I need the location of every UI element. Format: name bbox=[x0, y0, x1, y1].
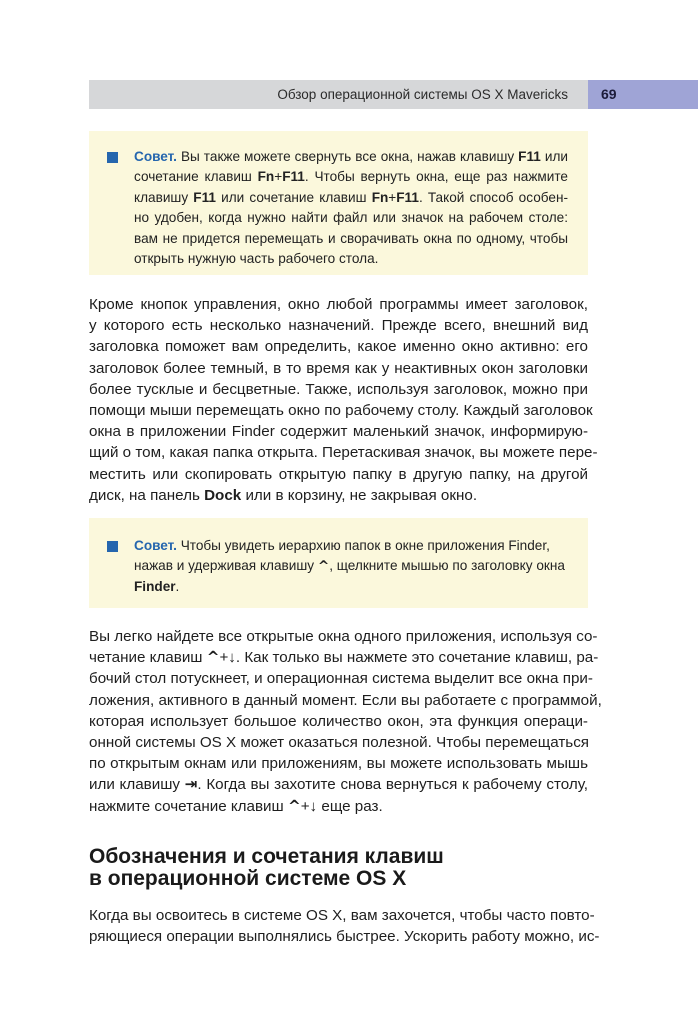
tip-line: Совет. Чтобы увидеть иерархию папок в окне приложения Finder, bbox=[134, 538, 550, 553]
text-line: ряющиеся операции выполнялись быстрее. Ускорить работу можно, ис- bbox=[89, 928, 600, 946]
section-heading-line: в операционной системе OS X bbox=[89, 867, 407, 890]
text-line: окна в приложении Finder содержит маленький значок, информирую- bbox=[89, 423, 588, 441]
tip-line: Совет. Вы также можете свернуть все окна, нажав клавишу F11 или bbox=[134, 149, 568, 164]
tip-line: Finder. bbox=[134, 578, 180, 594]
section-heading-line: Обозначения и сочетания клавиш bbox=[89, 845, 444, 868]
text-line: четание клавиш ^+↓. Как только вы нажмете это сочетание клавиш, ра- bbox=[89, 648, 599, 667]
text-line: нажмите сочетание клавиш ^+↓ еще раз. bbox=[89, 796, 383, 815]
running-title: Обзор операционной системы OS X Mavericks bbox=[277, 87, 568, 102]
text-line: ложения, активного в данный момент. Если вы работаете с программой, bbox=[89, 691, 602, 709]
text-line: Когда вы освоитесь в системе OS X, вам захочется, чтобы часто повто- bbox=[89, 907, 595, 924]
tip-marker-icon bbox=[107, 541, 118, 552]
tip-box bbox=[89, 518, 588, 608]
text-line: у которого есть несколько назначений. Прежде всего, внешний вид bbox=[89, 317, 588, 335]
text-line: щий о том, какая папка открыта. Перетаскивая значок, вы можете пере- bbox=[89, 444, 598, 462]
tip-line: сочетание клавиш Fn+F11. Чтобы вернуть окна, еще раз нажмите bbox=[134, 169, 568, 185]
section-heading bbox=[89, 846, 588, 890]
body-paragraph bbox=[89, 626, 602, 817]
text-line: помощи мыши перемещать окно по рабочему столу. Каждый заголовок bbox=[89, 402, 593, 420]
body-paragraph bbox=[89, 294, 598, 506]
tip-line: вам не придется перемещать и сворачивать окна по одному, чтобы bbox=[134, 230, 568, 246]
text-line: Вы легко найдете все открытые окна одного приложения, используя со- bbox=[89, 628, 598, 645]
text-line: заголовок более темный, в то время как у неактивных окон заголовки bbox=[89, 359, 588, 377]
running-header bbox=[89, 80, 588, 109]
tip-line: открыть нужную часть рабочего стола. bbox=[134, 251, 379, 267]
text-line: по открытым окнам или приложениям, вы можете использовать мышь bbox=[89, 755, 588, 773]
body-paragraph bbox=[89, 905, 600, 947]
tip-box bbox=[89, 131, 588, 275]
tip-text bbox=[134, 147, 568, 269]
tip-line: но удобен, когда нужно найти файл или значок на рабочем столе: bbox=[134, 210, 568, 226]
text-line: онной системы OS X может оказаться полезной. Чтобы перемещаться bbox=[89, 734, 590, 752]
text-line: бочий стол потускнеет, и операционная система выделит все окна при- bbox=[89, 670, 593, 688]
text-line: более тусклые и бесцветные. Также, используя заголовок, можно при bbox=[89, 380, 588, 398]
text-line: которая использует большое количество окон, эта функция операци- bbox=[89, 712, 588, 730]
tip-label: Совет. bbox=[134, 149, 177, 164]
tip-label: Совет. bbox=[134, 538, 177, 553]
text-line: Кроме кнопок управления, окно любой программы имеет заголовок, bbox=[89, 296, 588, 313]
page-number-tab bbox=[588, 80, 698, 109]
text-line: или клавишу ⇥. Когда вы захотите снова вернуться к рабочему столу, bbox=[89, 775, 588, 794]
tip-line: нажав и удерживая клавишу ^, щелкните мышью по заголовку окна bbox=[134, 558, 565, 575]
text-line: заголовка поможет вам определить, какое именно окно активно: его bbox=[89, 338, 588, 356]
page-number: 69 bbox=[601, 86, 617, 102]
tip-marker-icon bbox=[107, 152, 118, 163]
text-line: диск, на панель Dock или в корзину, не закрывая окно. bbox=[89, 486, 478, 504]
tip-line: клавишу F11 или сочетание клавиш Fn+F11. Такой способ особен- bbox=[134, 189, 568, 205]
tip-text bbox=[134, 536, 568, 597]
text-line: местить или скопировать открытую папку в другую папку, на другой bbox=[89, 465, 588, 483]
